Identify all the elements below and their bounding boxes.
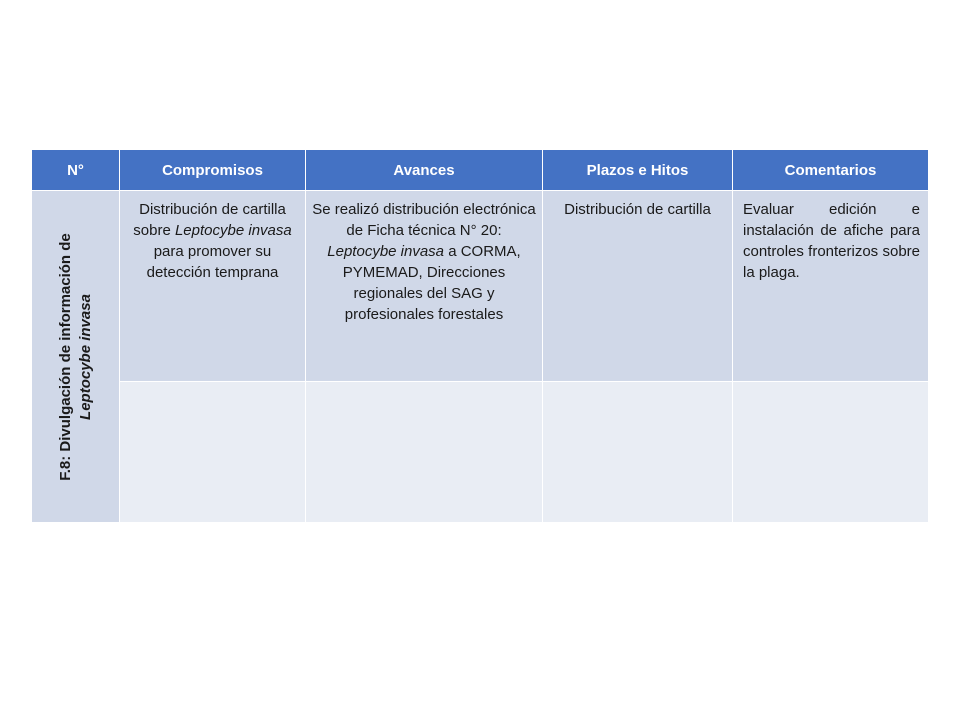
empty-cell-compromisos (120, 382, 306, 523)
commitments-table (31, 149, 929, 523)
row-label-species: Leptocybe invasa (76, 293, 94, 420)
cell-compromisos (120, 191, 306, 382)
plazos-text: Distribución de cartilla (564, 201, 711, 218)
row-label-line1: F.8: Divulgación de información de (56, 232, 74, 481)
table-row (32, 382, 929, 523)
header-compromisos: Compromisos (120, 150, 306, 191)
header-comentarios: Comentarios (733, 150, 929, 191)
header-avances: Avances (306, 150, 543, 191)
compromisos-species: Leptocybe invasa (174, 222, 292, 239)
compromisos-text-post: para promover su detección temprana (146, 243, 279, 281)
avances-species: Leptocybe invasa (327, 243, 445, 260)
header-row (32, 150, 929, 191)
table-row (32, 191, 929, 382)
cell-comentarios (733, 191, 929, 382)
empty-cell-plazos (543, 382, 733, 523)
header-plazos: Plazos e Hitos (543, 150, 733, 191)
empty-cell-avances (306, 382, 543, 523)
row-label (56, 207, 96, 507)
cell-avances (306, 191, 543, 382)
comentarios-text: Evaluar edición e instalación de afiche para controles fronterizos sobre la plaga. (743, 201, 920, 281)
compromisos-text-pre: Distribución de cartilla sobre (133, 201, 286, 239)
header-num: N° (32, 150, 120, 191)
avances-text-post: a CORMA, PYMEMAD, Direcciones regionales del SAG y profesionales forestales (342, 243, 521, 323)
cell-plazos (543, 191, 733, 382)
empty-cell-comentarios (733, 382, 929, 523)
avances-text-pre: Se realizó distribución electrónica de Ficha técnica N° 20: (312, 201, 536, 239)
row-label-cell (32, 191, 120, 523)
